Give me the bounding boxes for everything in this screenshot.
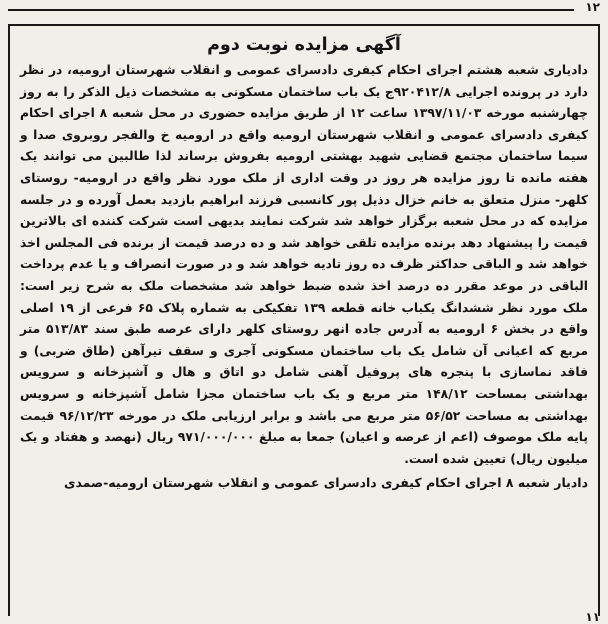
notice-body: دادیاری شعبه هشتم اجرای احکام کیفری دادسرای عمومی و انقلاب شهرستان ارومیه، در نظر دارد در پرونده اجرایی ۹۲۰۴۱۲/۸ج یک باب ساختمان مسکونی به مشخصات ذیل الذکر را به روز چهارشنبه مورخه ۱۳۹۷/۱۱/۰۳ ساعت ۱۲ از طریق مزایده حضوری در محل شعبه ۸ اجرای احکام کیفری دادسرای عمومی و انقلاب شهرستان ارومیه واقع در ارومیه خ والفجر روبروی صدا و سیما ساختمان مجتمع قضایی شهید بهشتی ارومیه بفروش برساند لذا طالبین می توانند یک هفته مانده تا روز مزایده هر روز در وقت اداری از ملک مورد نظر واقع در ارومیه- روستای کلهر- منزل متعلق به خانم خزال دذیل پور کانسبی فرزند ابراهیم بازدید بعمل آورده و در جلسه مزایده که در محل شعبه برگزار خواهد شد شرکت نمایند بدیهی است شرکت کننده ای بالاترین قیمت را پیشنهاد دهد برنده مزایده تلقی خواهد شد و ده درصد قیمت از برنده فی المجلس اخذ خواهد شد و الباقی حداکثر ظرف ده روز تادیه خواهد شد و در صورت انصراف و یا عدم پرداخت الباقی در موعد مقرر ده درصد اخذ شده ضبط خواهد شد مشخصات ملک به شرح زیر است: ملک مورد نظر ششدانگ یکباب خانه قطعه ۱۳۹ تفکیکی به شماره پلاک ۶۵ فرعی از ۱۹ اصلی واقع در بخش ۶ ارومیه به آدرس جاده انهر روستای کلهر دارای عرصه طبق سند ۵۱۳/۸۳ متر مربع که اعیانی آن شامل یک باب ساختمان مسکونی آجری و سقف تیرآهن (طاق ضربی) و فاقد نماسازی با پنجره های پروفیل آهنی شامل دو اتاق و هال و آشپزخانه و سرویس بهداشتی بمساحت ۱۴۸/۱۲ متر مربع و یک باب ساختمان مجزا شامل آشپزخانه و سرویس بهداشتی به مساحت ۵۶/۵۲ متر مربع می باشد و برابر ارزیابی ملک در مورخه ۹۶/۱۲/۲۳ قیمت پایه ملک موصوف (اعم از عرصه و اعیان) جمعا به مبلغ ۹۷۱/۰۰۰/۰۰۰ ریال (نهصد و هفتاد و یک میلیون ریال) تعیین شده است. — [20, 63, 589, 466]
notice-signature: دادیار شعبه ۸ اجرای احکام کیفری دادسرای عمومی و انقلاب شهرستان ارومیه-صمدی — [63, 475, 588, 491]
page-number-top: ۱۲ — [585, 0, 600, 14]
page-number-bottom: ۱۱ — [585, 610, 600, 624]
top-divider — [8, 9, 574, 11]
auction-notice-box — [8, 24, 600, 616]
notice-title: آگهی مزایده نوبت دوم — [207, 35, 401, 55]
